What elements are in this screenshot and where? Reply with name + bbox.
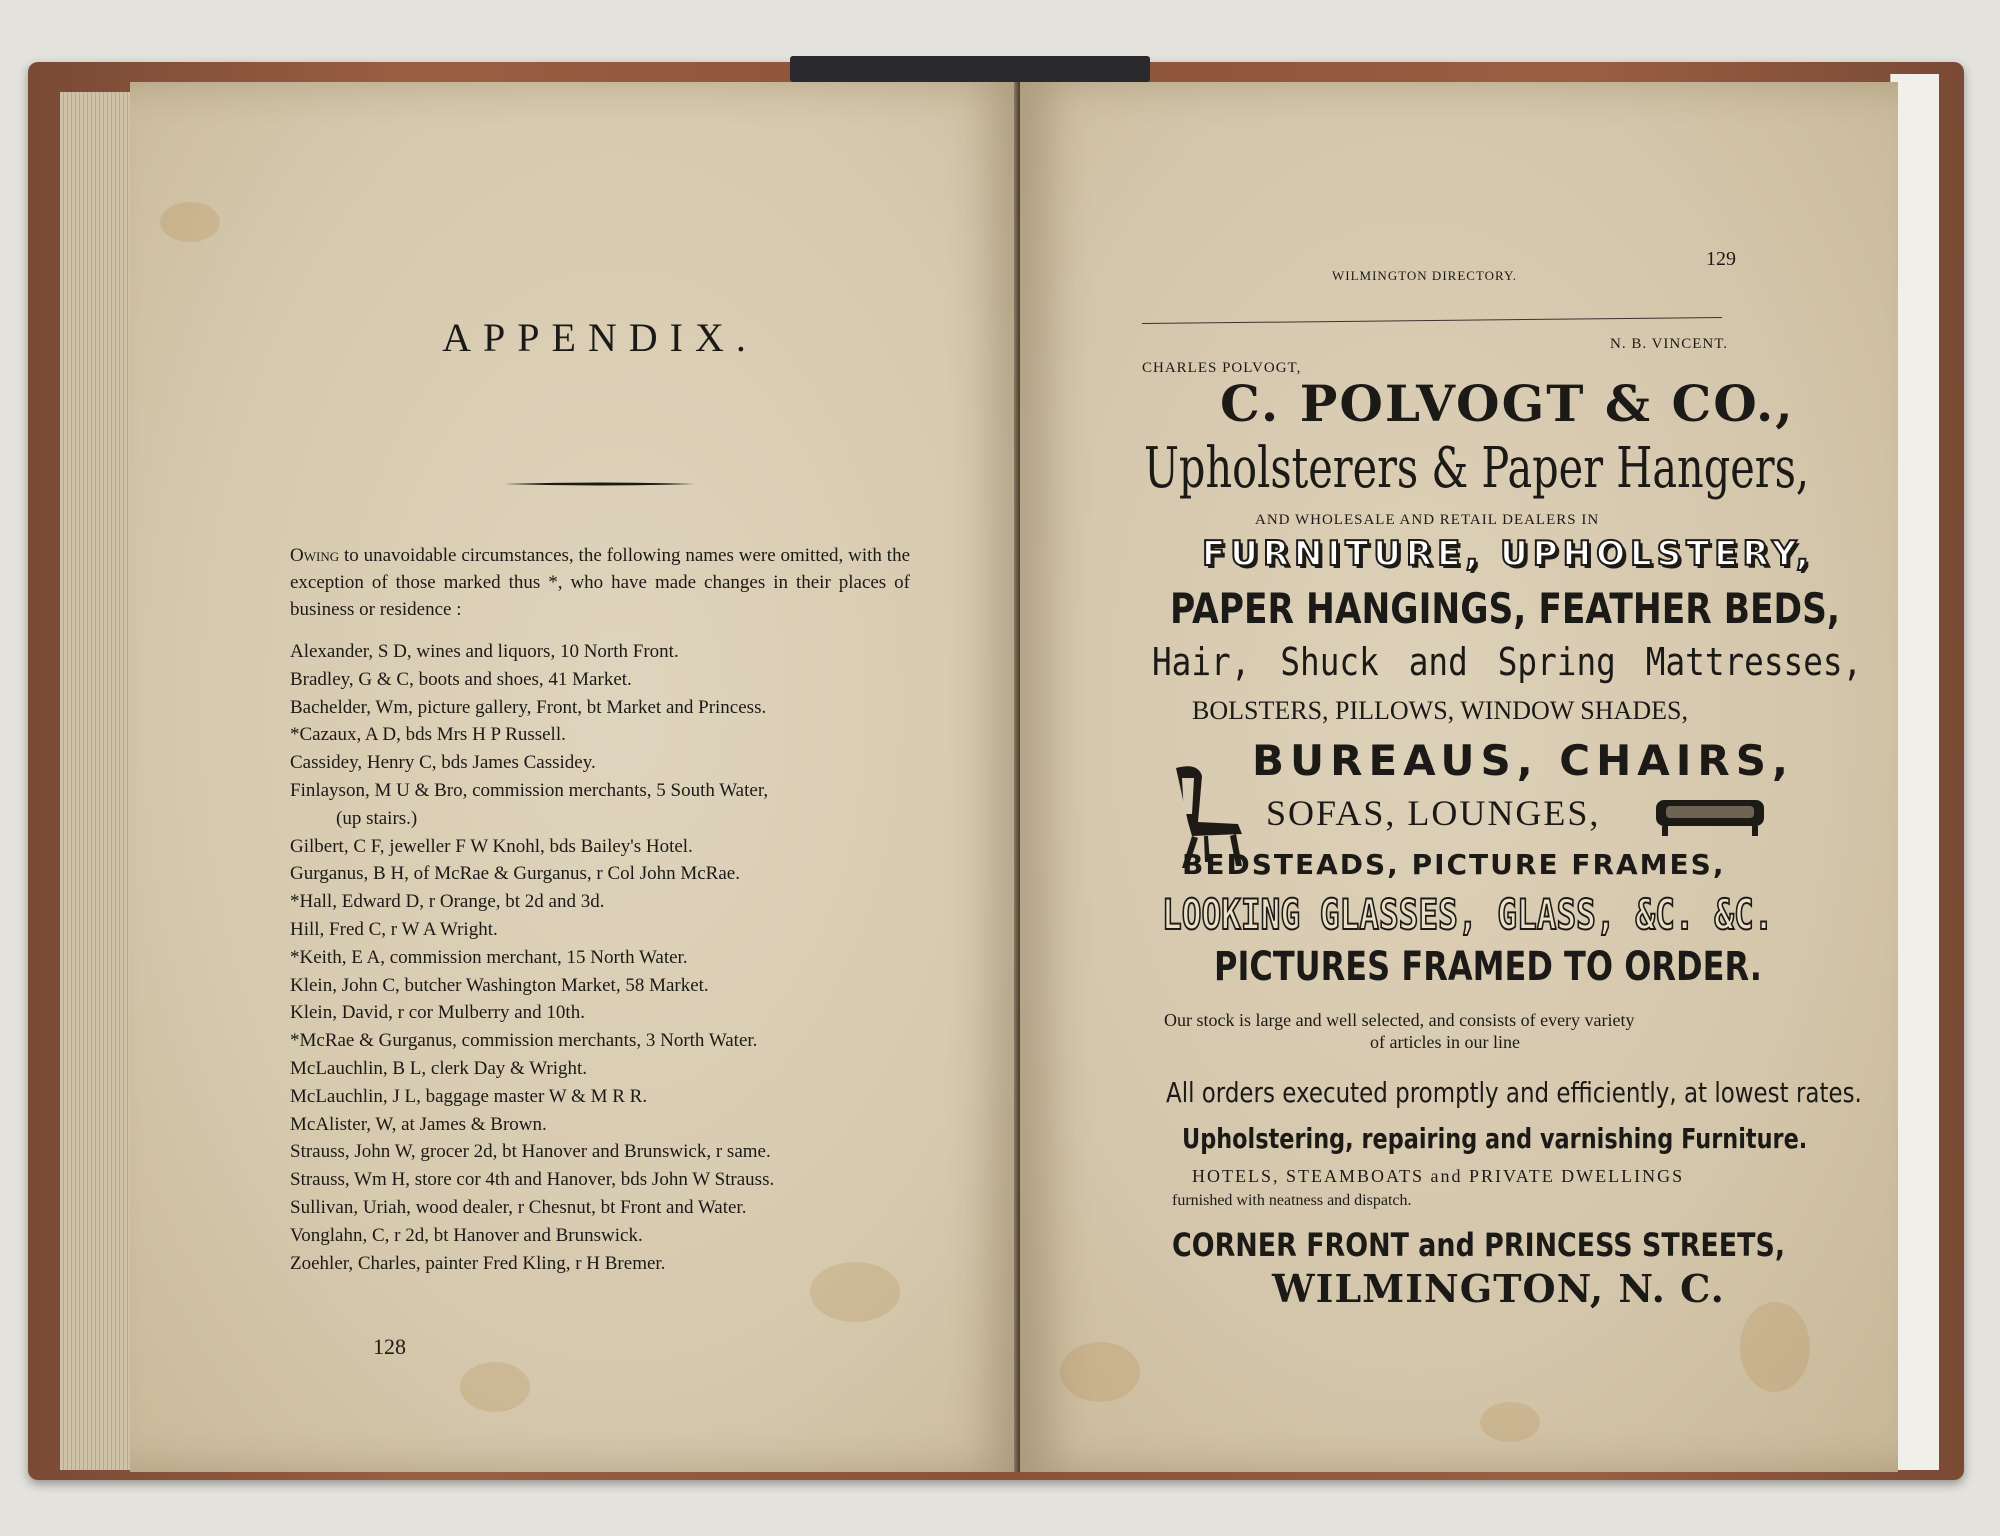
list-item: Vonglahn, C, r 2d, bt Hanover and Brunswick. bbox=[290, 1224, 643, 1246]
header-rule bbox=[1142, 317, 1722, 324]
list-item: Cassidey, Henry C, bds James Cassidey. bbox=[290, 752, 596, 774]
running-head: WILMINGTON DIRECTORY. bbox=[1332, 268, 1517, 283]
list-item: Zoehler, Charles, painter Fred Kling, r H Bremer. bbox=[290, 1252, 666, 1274]
list-item: Bachelder, Wm, picture gallery, Front, bt Market and Princess. bbox=[290, 696, 767, 718]
list-item: Klein, David, r cor Mulberry and 10th. bbox=[290, 1002, 585, 1024]
foxing-stain bbox=[1060, 1342, 1140, 1402]
dealers-line: AND WHOLESALE AND RETAIL DEALERS IN bbox=[1255, 512, 1600, 528]
list-item: McAlister, W, at James & Brown. bbox=[290, 1113, 547, 1135]
stock-line-2: of articles in our line bbox=[1370, 1032, 1520, 1052]
list-item: Sullivan, Uriah, wood dealer, r Chesnut, bt Front and Water. bbox=[290, 1196, 747, 1218]
page-number-right: 129 bbox=[1706, 248, 1736, 270]
list-item: *McRae & Gurganus, commission merchants, 3 North Water. bbox=[290, 1030, 758, 1052]
list-item: Strauss, John W, grocer 2d, bt Hanover and Brunswick, r same. bbox=[290, 1141, 771, 1163]
upholstering-line: Upholstering, repairing and varnishing Furniture. bbox=[1182, 1122, 1808, 1155]
intro-lead: Owing bbox=[290, 545, 340, 566]
list-item: McLauchlin, B L, clerk Day & Wright. bbox=[290, 1057, 588, 1079]
list-item: Strauss, Wm H, store cor 4th and Hanover, bds John W Strauss. bbox=[290, 1169, 775, 1191]
intro-text: to unavoidable circumstances, the following names were omitted, with the exception of those marked thus *, who have made changes in their places of business or residence : bbox=[290, 545, 911, 620]
looking-glasses-line: LOOKING GLASSES, GLASS, &C. &C. bbox=[1162, 890, 1774, 939]
list-item: Gurganus, B H, of McRae & Gurganus, r Col John McRae. bbox=[290, 863, 740, 885]
furnished-line: furnished with neatness and dispatch. bbox=[1172, 1192, 1412, 1209]
right-page bbox=[1020, 82, 1898, 1472]
hotels-line: HOTELS, STEAMBOATS and PRIVATE DWELLINGS bbox=[1192, 1166, 1685, 1186]
sofa-icon bbox=[1650, 792, 1770, 838]
list-item: Finlayson, M U & Bro, commission merchants, 5 South Water, bbox=[290, 779, 769, 801]
partner-left: CHARLES POLVOGT, bbox=[1142, 360, 1302, 376]
orders-line: All orders executed promptly and efficiently, at lowest rates. bbox=[1166, 1076, 1862, 1109]
foxing-stain bbox=[1740, 1302, 1810, 1392]
page-number-left: 128 bbox=[373, 1334, 406, 1359]
address-line: CORNER FRONT and PRINCESS STREETS, bbox=[1172, 1226, 1786, 1264]
appendix-title: APPENDIX. bbox=[442, 315, 758, 360]
page-edges-left bbox=[60, 92, 130, 1470]
spine-binding bbox=[790, 56, 1150, 82]
pictures-framed-line: PICTURES FRAMED TO ORDER. bbox=[1214, 944, 1762, 990]
foxing-stain bbox=[160, 202, 220, 242]
furniture-line: FURNITURE, UPHOLSTERY, bbox=[1202, 534, 1814, 574]
list-item: *Cazaux, A D, bds Mrs H P Russell. bbox=[290, 724, 566, 746]
list-item: Gilbert, C F, jeweller F W Knohl, bds Bailey's Hotel. bbox=[290, 835, 693, 857]
foxing-stain bbox=[1480, 1402, 1540, 1442]
mattresses-line: Hair, Shuck and Spring Mattresses, bbox=[1152, 640, 1863, 684]
partner-right: N. B. VINCENT. bbox=[1610, 336, 1729, 352]
bedsteads-line: BEDSTEADS, PICTURE FRAMES, bbox=[1182, 848, 1726, 881]
appendix-intro bbox=[290, 542, 910, 623]
city-line: WILMINGTON, N. C. bbox=[1272, 1266, 1725, 1311]
sofas-line: SOFAS, LOUNGES, bbox=[1266, 793, 1601, 833]
omitted-names-list bbox=[290, 638, 930, 1277]
paper-hangings-line: PAPER HANGINGS, FEATHER BEDS, bbox=[1170, 584, 1841, 633]
list-item: *Hall, Edward D, r Orange, bt 2d and 3d. bbox=[290, 891, 605, 913]
list-item: (up stairs.) bbox=[336, 807, 418, 829]
list-item: Alexander, S D, wines and liquors, 10 North Front. bbox=[290, 641, 679, 662]
divider-ornament-icon bbox=[505, 482, 695, 486]
bolsters-line: BOLSTERS, PILLOWS, WINDOW SHADES, bbox=[1192, 696, 1688, 725]
bureaus-line: BUREAUS, CHAIRS, bbox=[1252, 736, 1794, 785]
list-item: McLauchlin, J L, baggage master W & M R R. bbox=[290, 1085, 648, 1107]
left-page bbox=[130, 82, 1020, 1472]
list-item: Klein, John C, butcher Washington Market, 58 Market. bbox=[290, 974, 709, 996]
list-item: Hill, Fred C, r W A Wright. bbox=[290, 918, 498, 940]
firm-name: C. POLVOGT & CO., bbox=[1220, 374, 1795, 433]
list-item: Bradley, G & C, boots and shoes, 41 Market. bbox=[290, 668, 632, 690]
foxing-stain bbox=[460, 1362, 530, 1412]
stock-line-1: Our stock is large and well selected, and consists of every variety bbox=[1164, 1010, 1635, 1030]
list-item: *Keith, E A, commission merchant, 15 North Water. bbox=[290, 946, 688, 968]
trade-line: Upholsterers & Paper Hangers, bbox=[1144, 436, 1810, 501]
